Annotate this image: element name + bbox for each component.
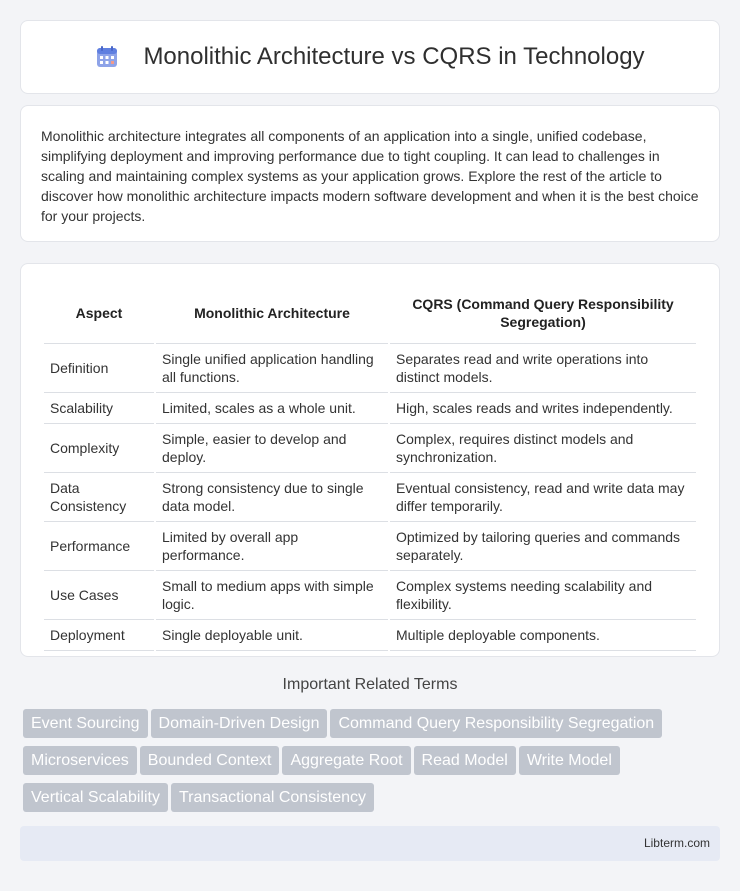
- table-cell: Limited by overall app performance.: [156, 522, 388, 571]
- table-row: [44, 571, 696, 620]
- tag-bounded-context[interactable]: Bounded Context: [140, 746, 280, 775]
- page-title: Monolithic Architecture vs CQRS in Technology: [143, 43, 645, 70]
- tag-write-model[interactable]: Write Model: [519, 746, 620, 775]
- calendar-icon: [95, 45, 119, 69]
- table-row: [44, 393, 696, 424]
- table-row: [44, 620, 696, 651]
- table-header-aspect: Aspect: [44, 282, 154, 344]
- tag-aggregate-root[interactable]: Aggregate Root: [282, 746, 410, 775]
- table-cell: Performance: [44, 522, 154, 571]
- tag-event-sourcing[interactable]: Event Sourcing: [23, 709, 148, 738]
- table-row: [44, 344, 696, 393]
- table-cell: Optimized by tailoring queries and commands separately.: [390, 522, 696, 571]
- table-cell: High, scales reads and writes independently.: [390, 393, 696, 424]
- tag-microservices[interactable]: Microservices: [23, 746, 137, 775]
- related-terms-tags: [23, 709, 723, 820]
- tag-cqrs[interactable]: Command Query Responsibility Segregation: [330, 709, 662, 738]
- table-cell: Complex systems needing scalability and flexibility.: [390, 571, 696, 620]
- table-cell: Complexity: [44, 424, 154, 473]
- intro-card: [20, 105, 720, 242]
- table-cell: Complex, requires distinct models and synchronization.: [390, 424, 696, 473]
- table-cell: Use Cases: [44, 571, 154, 620]
- comparison-table-card: [20, 263, 720, 657]
- table-cell: Data Consistency: [44, 473, 154, 522]
- footer-site-link[interactable]: Libterm.com: [643, 836, 710, 850]
- table-row: [44, 522, 696, 571]
- tag-domain-driven-design[interactable]: Domain-Driven Design: [151, 709, 328, 738]
- table-cell: Small to medium apps with simple logic.: [156, 571, 388, 620]
- table-cell: Deployment: [44, 620, 154, 651]
- table-cell: Single unified application handling all functions.: [156, 344, 388, 393]
- tag-transactional-consistency[interactable]: Transactional Consistency: [171, 783, 374, 812]
- table-cell: Eventual consistency, read and write data may differ temporarily.: [390, 473, 696, 522]
- table-header-cqrs: CQRS (Command Query Responsibility Segregation): [390, 282, 696, 344]
- table-cell: Scalability: [44, 393, 154, 424]
- table-cell: Separates read and write operations into distinct models.: [390, 344, 696, 393]
- table-row: [44, 424, 696, 473]
- comparison-table: [42, 282, 698, 651]
- tag-read-model[interactable]: Read Model: [414, 746, 516, 775]
- table-row: [44, 473, 696, 522]
- table-cell: Limited, scales as a whole unit.: [156, 393, 388, 424]
- table-header-monolithic: Monolithic Architecture: [156, 282, 388, 344]
- table-cell: Strong consistency due to single data model.: [156, 473, 388, 522]
- table-cell: Definition: [44, 344, 154, 393]
- header-card: [20, 20, 720, 94]
- footer: [20, 826, 720, 861]
- table-cell: Simple, easier to develop and deploy.: [156, 424, 388, 473]
- tag-vertical-scalability[interactable]: Vertical Scalability: [23, 783, 168, 812]
- intro-text: Monolithic architecture integrates all components of an application into a single, unified codebase, simplifying deployment and improving performance due to tight coupling. It can lead to challenges in scaling and maintaining complex systems as your application grows. Explore the rest of the article to discover how monolithic architecture impacts modern software development and when it is the best choice for your projects.: [41, 128, 699, 224]
- table-cell: Single deployable unit.: [156, 620, 388, 651]
- table-cell: Multiple deployable components.: [390, 620, 696, 651]
- related-terms-title: Important Related Terms: [282, 676, 458, 693]
